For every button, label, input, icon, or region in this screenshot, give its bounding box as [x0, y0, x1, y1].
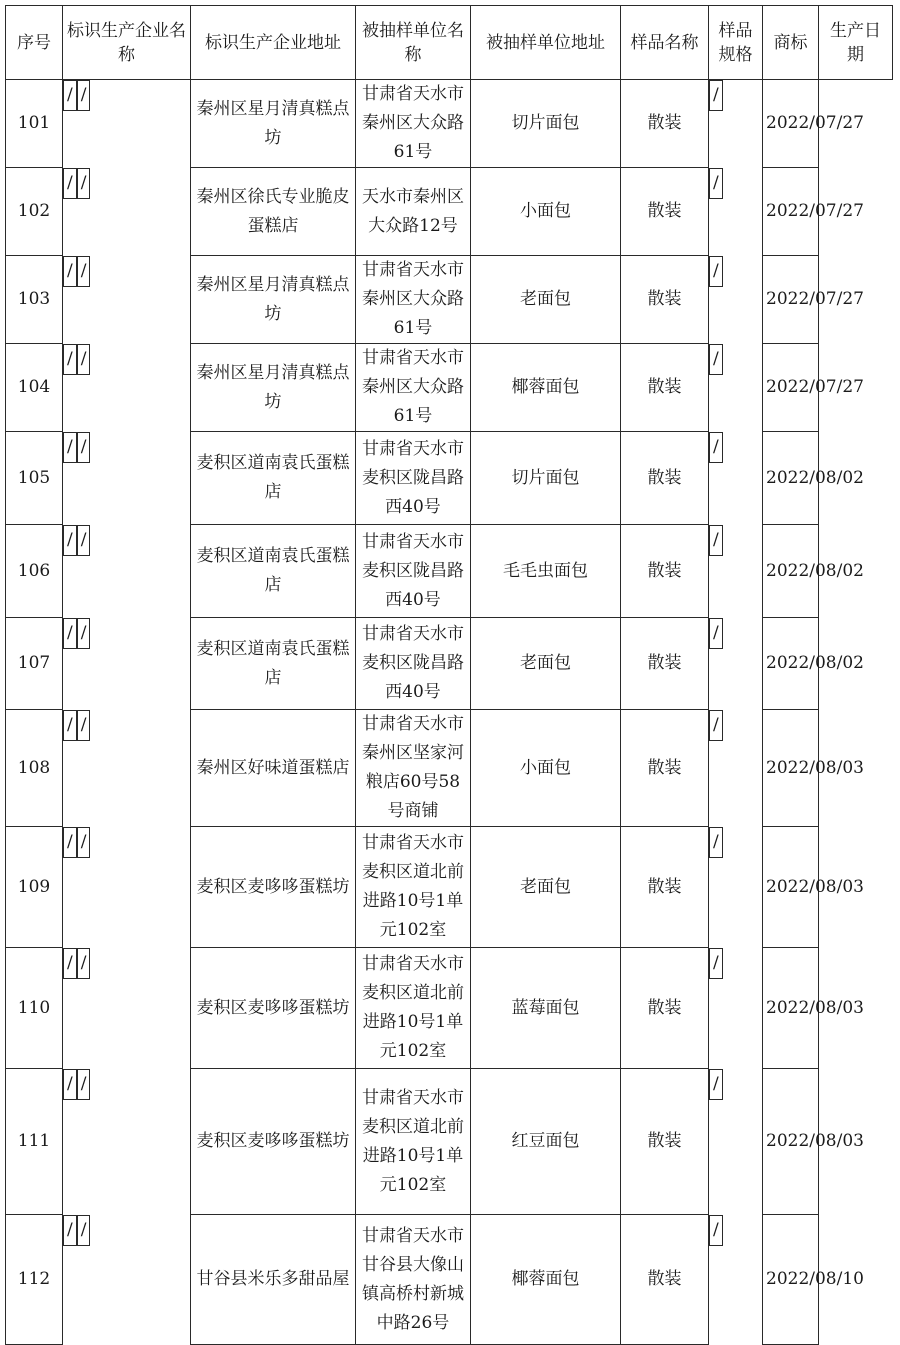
cell-manufacturer-name: /: [63, 618, 77, 649]
cell-brand: /: [709, 618, 723, 649]
cell-sample-name: 蓝莓面包: [471, 948, 621, 1069]
table-row: [6, 710, 893, 827]
cell-sampled-unit-address: 甘肃省天水市秦州区坚家河粮店60号58号商铺: [356, 710, 471, 827]
cell-sampled-unit-name: 甘谷县米乐多甜品屋: [191, 1215, 356, 1345]
cell-manufacturer-name: /: [63, 525, 77, 556]
cell-brand: /: [709, 827, 723, 858]
table-row: [6, 948, 893, 1069]
cell-manufacturer-name: /: [63, 710, 77, 741]
cell-production-date: 2022/08/02: [763, 618, 819, 710]
cell-manufacturer-name: /: [63, 168, 77, 199]
table-row: [6, 80, 893, 168]
cell-sampled-unit-address: 甘肃省天水市麦积区陇昌路西40号: [356, 618, 471, 710]
cell-sample-name: 毛毛虫面包: [471, 525, 621, 618]
cell-sample-name: 老面包: [471, 618, 621, 710]
cell-sampled-unit-name: 秦州区星月清真糕点坊: [191, 256, 356, 344]
cell-sampled-unit-address: 甘肃省天水市麦积区陇昌路西40号: [356, 432, 471, 525]
cell-manufacturer-name: /: [63, 827, 77, 858]
cell-brand: /: [709, 256, 723, 287]
cell-sample-name: 切片面包: [471, 432, 621, 525]
cell-row-number: 111: [6, 1069, 63, 1215]
cell-manufacturer-address: /: [77, 948, 91, 979]
cell-sampled-unit-address: 甘肃省天水市麦积区道北前进路10号1单元102室: [356, 948, 471, 1069]
cell-sampled-unit-name: 麦积区道南袁氏蛋糕店: [191, 618, 356, 710]
col-header-manufacturer: 标识生产企业名称: [63, 6, 191, 80]
cell-manufacturer-address: /: [77, 618, 91, 649]
cell-row-number: 101: [6, 80, 63, 168]
cell-sample-name: 小面包: [471, 168, 621, 256]
cell-sampled-unit-name: 秦州区徐氏专业脆皮蛋糕店: [191, 168, 356, 256]
cell-production-date: 2022/07/27: [763, 80, 819, 168]
cell-sampled-unit-name: 秦州区星月清真糕点坊: [191, 344, 356, 432]
cell-row-number: 112: [6, 1215, 63, 1345]
cell-row-number: 104: [6, 344, 63, 432]
cell-brand: /: [709, 710, 723, 741]
cell-production-date: 2022/07/27: [763, 344, 819, 432]
col-header-sample-name: 样品名称: [621, 6, 709, 80]
cell-manufacturer-address: /: [77, 525, 91, 556]
col-header-brand: 商标: [763, 6, 819, 80]
cell-brand: /: [709, 168, 723, 199]
cell-manufacturer-address: /: [77, 256, 91, 287]
cell-brand: /: [709, 1215, 723, 1246]
cell-sampled-unit-name: 麦积区麦哆哆蛋糕坊: [191, 948, 356, 1069]
cell-sampled-unit-address: 甘肃省天水市秦州区大众路61号: [356, 256, 471, 344]
cell-production-date: 2022/08/03: [763, 948, 819, 1069]
cell-manufacturer-address: /: [77, 344, 91, 375]
cell-row-number: 107: [6, 618, 63, 710]
table-header-row: [6, 6, 893, 80]
cell-manufacturer-name: /: [63, 256, 77, 287]
cell-production-date: 2022/08/02: [763, 525, 819, 618]
cell-sample-spec: 散装: [621, 344, 709, 432]
cell-manufacturer-name: /: [63, 1215, 77, 1246]
cell-sample-spec: 散装: [621, 710, 709, 827]
cell-manufacturer-address: /: [77, 1215, 91, 1246]
cell-row-number: 105: [6, 432, 63, 525]
cell-sampled-unit-name: 麦积区麦哆哆蛋糕坊: [191, 827, 356, 948]
cell-production-date: 2022/08/10: [763, 1215, 819, 1345]
cell-sample-name: 老面包: [471, 827, 621, 948]
cell-sampled-unit-name: 麦积区麦哆哆蛋糕坊: [191, 1069, 356, 1215]
cell-brand: /: [709, 1069, 723, 1100]
cell-sample-name: 小面包: [471, 710, 621, 827]
cell-sampled-unit-address: 甘肃省天水市麦积区道北前进路10号1单元102室: [356, 827, 471, 948]
cell-row-number: 109: [6, 827, 63, 948]
cell-production-date: 2022/08/03: [763, 1069, 819, 1215]
table-row: [6, 827, 893, 948]
cell-sample-name: 老面包: [471, 256, 621, 344]
cell-sampled-unit-name: 秦州区好味道蛋糕店: [191, 710, 356, 827]
cell-sampled-unit-name: 麦积区道南袁氏蛋糕店: [191, 432, 356, 525]
cell-sampled-unit-name: 麦积区道南袁氏蛋糕店: [191, 525, 356, 618]
cell-sample-name: 红豆面包: [471, 1069, 621, 1215]
table-row: [6, 1215, 893, 1345]
cell-row-number: 108: [6, 710, 63, 827]
cell-sample-spec: 散装: [621, 618, 709, 710]
col-header-sampled-unit-address: 被抽样单位地址: [471, 6, 621, 80]
cell-sampled-unit-address: 天水市秦州区大众路12号: [356, 168, 471, 256]
table-row: [6, 344, 893, 432]
cell-manufacturer-name: /: [63, 80, 77, 111]
cell-manufacturer-name: /: [63, 1069, 77, 1100]
cell-sample-name: 椰蓉面包: [471, 1215, 621, 1345]
cell-manufacturer-name: /: [63, 432, 77, 463]
cell-sample-spec: 散装: [621, 948, 709, 1069]
cell-production-date: 2022/07/27: [763, 256, 819, 344]
cell-row-number: 102: [6, 168, 63, 256]
cell-production-date: 2022/07/27: [763, 168, 819, 256]
table-row: [6, 432, 893, 525]
col-header-manufacturer-address: 标识生产企业地址: [191, 6, 356, 80]
cell-manufacturer-name: /: [63, 948, 77, 979]
cell-brand: /: [709, 80, 723, 111]
sampling-results-table: [5, 5, 893, 1345]
cell-sampled-unit-address: 甘肃省天水市秦州区大众路61号: [356, 344, 471, 432]
cell-sampled-unit-address: 甘肃省天水市麦积区道北前进路10号1单元102室: [356, 1069, 471, 1215]
cell-sample-spec: 散装: [621, 525, 709, 618]
cell-production-date: 2022/08/02: [763, 432, 819, 525]
table-row: [6, 1069, 893, 1215]
cell-sampled-unit-address: 甘肃省天水市秦州区大众路61号: [356, 80, 471, 168]
table-row: [6, 525, 893, 618]
table-row: [6, 618, 893, 710]
cell-sample-name: 椰蓉面包: [471, 344, 621, 432]
cell-row-number: 110: [6, 948, 63, 1069]
cell-manufacturer-address: /: [77, 827, 91, 858]
col-header-no: 序号: [6, 6, 63, 80]
cell-manufacturer-address: /: [77, 432, 91, 463]
cell-sample-spec: 散装: [621, 168, 709, 256]
cell-row-number: 103: [6, 256, 63, 344]
cell-sampled-unit-address: 甘肃省天水市麦积区陇昌路西40号: [356, 525, 471, 618]
cell-manufacturer-address: /: [77, 168, 91, 199]
cell-brand: /: [709, 432, 723, 463]
table-row: [6, 168, 893, 256]
cell-sample-spec: 散装: [621, 1215, 709, 1345]
col-header-spec: 样品规格: [709, 6, 763, 80]
table-row: [6, 256, 893, 344]
cell-brand: /: [709, 525, 723, 556]
col-header-production-date: 生产日期: [819, 6, 893, 80]
cell-sample-spec: 散装: [621, 432, 709, 525]
cell-manufacturer-address: /: [77, 1069, 91, 1100]
cell-brand: /: [709, 948, 723, 979]
cell-production-date: 2022/08/03: [763, 827, 819, 948]
cell-production-date: 2022/08/03: [763, 710, 819, 827]
cell-sample-name: 切片面包: [471, 80, 621, 168]
cell-sample-spec: 散装: [621, 80, 709, 168]
cell-sampled-unit-name: 秦州区星月清真糕点坊: [191, 80, 356, 168]
cell-manufacturer-name: /: [63, 344, 77, 375]
cell-sampled-unit-address: 甘肃省天水市甘谷县大像山镇高桥村新城中路26号: [356, 1215, 471, 1345]
cell-manufacturer-address: /: [77, 80, 91, 111]
cell-row-number: 106: [6, 525, 63, 618]
cell-sample-spec: 散装: [621, 1069, 709, 1215]
cell-manufacturer-address: /: [77, 710, 91, 741]
cell-sample-spec: 散装: [621, 256, 709, 344]
cell-brand: /: [709, 344, 723, 375]
col-header-sampled-unit: 被抽样单位名称: [356, 6, 471, 80]
table-body: [6, 80, 893, 1345]
cell-sample-spec: 散装: [621, 827, 709, 948]
